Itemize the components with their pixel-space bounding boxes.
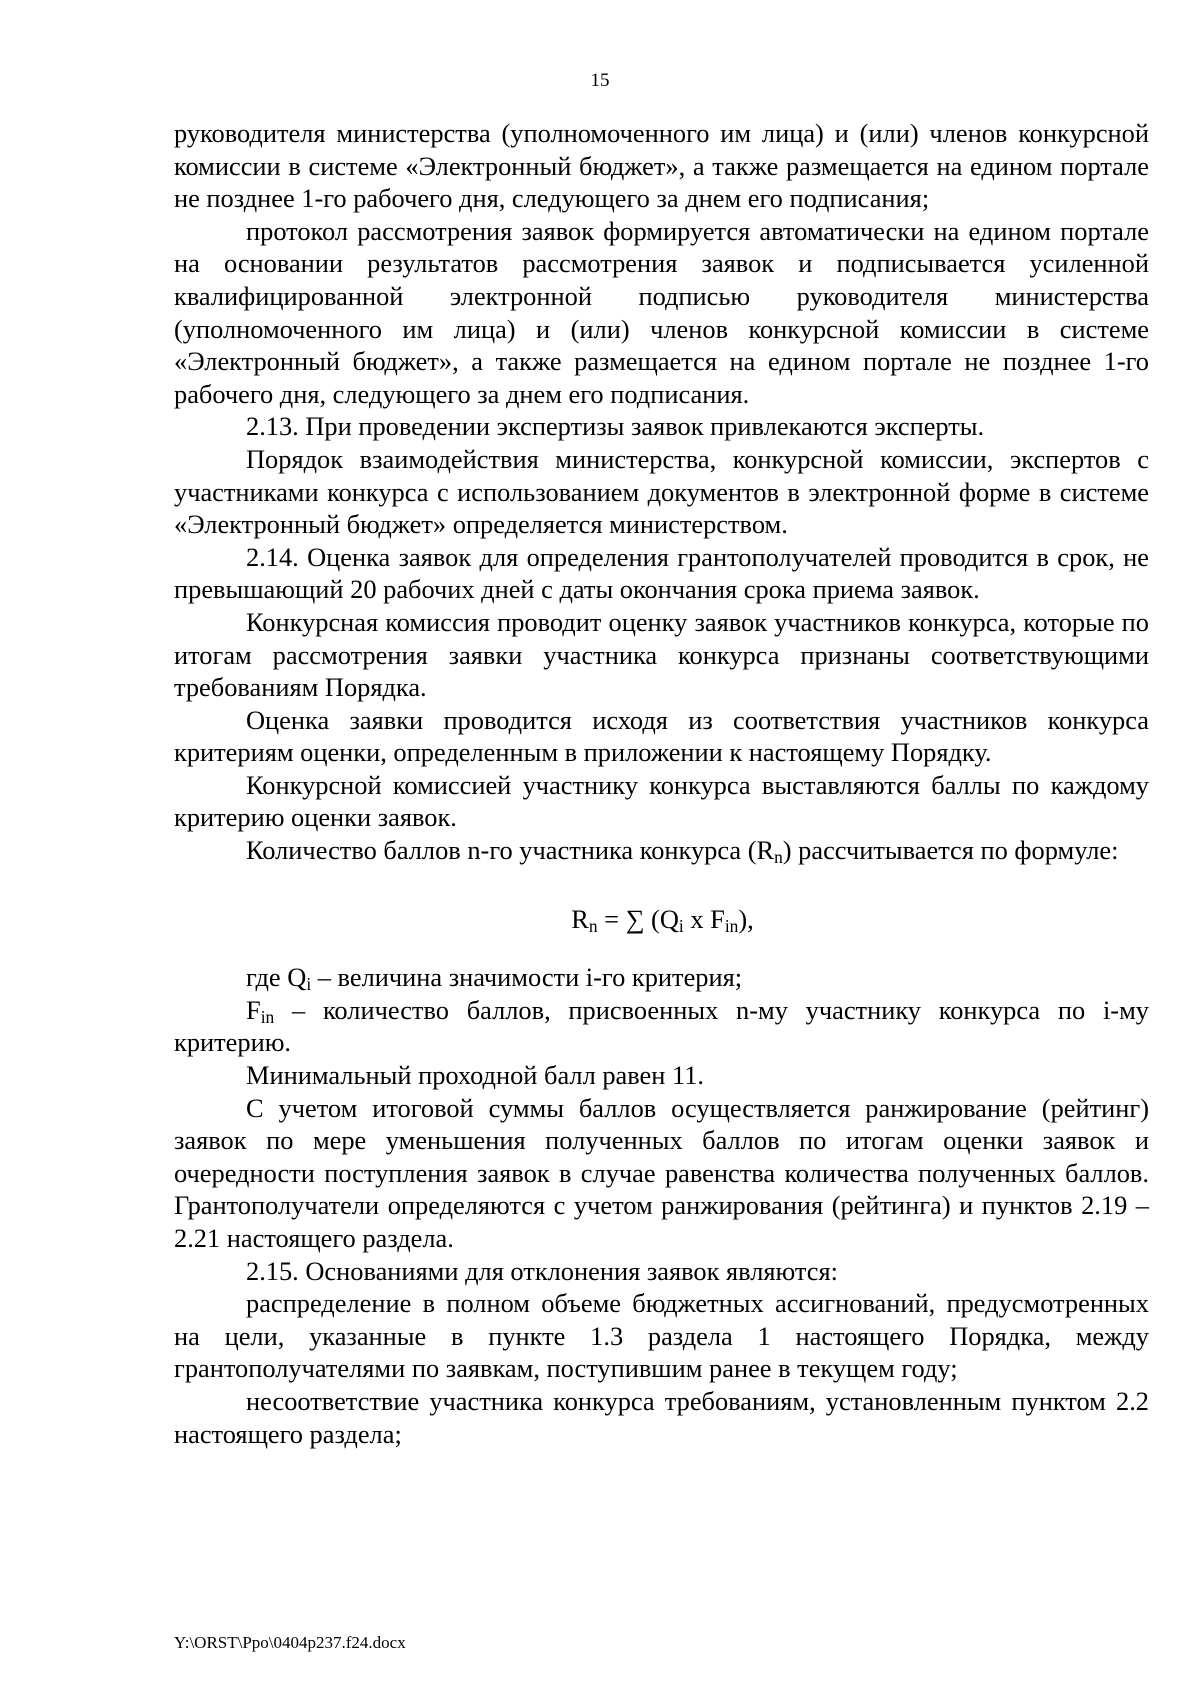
- paragraph: [174, 834, 1149, 867]
- subscript: in: [724, 915, 739, 936]
- paragraph: несоответствие участника конкурса требованиям, установленным пунктом 2.2 настоящего раздела;: [174, 1385, 1149, 1449]
- subscript: n: [774, 846, 783, 867]
- text-segment: F: [246, 994, 261, 1025]
- paragraph: 2.14. Оценка заявок для определения грантополучателей проводится в срок, не превышающий 20 рабочих дней с даты окончания срока приема заявок.: [174, 541, 1149, 605]
- paragraph: протокол рассмотрения заявок формируется автоматически на едином портале на основании результатов рассмотрения заявок и подписывается усиленной квалифицированной электронной подписью руководителя министерства (уполномоченного им лица) и (или) членов конкурсной комиссии в системе «Электронный бюджет», а также размещается на едином портале не позднее 1-го рабочего дня, следующего за днем его подписания.: [174, 215, 1149, 409]
- paragraph: [174, 994, 1149, 1059]
- formula-part: R: [571, 903, 589, 934]
- paragraph: руководителя министерства (уполномоченного им лица) и (или) членов конкурсной комиссии в системе «Электронный бюджет», а также размещается на едином портале не позднее 1-го рабочего дня, следующего за днем его подписания;: [174, 118, 1149, 214]
- subscript: i: [306, 974, 312, 995]
- paragraph: Порядок взаимодействия министерства, конкурсной комиссии, экспертов с участниками конкурса с использованием документов в электронной форме в системе «Электронный бюджет» определяется министерством.: [174, 443, 1149, 540]
- formula-part: ),: [738, 903, 754, 934]
- file-path-footer: Y:\ORST\Ppo\0404p237.f24.docx: [174, 1633, 406, 1652]
- subscript: n: [588, 915, 598, 936]
- document-body: [174, 117, 1149, 1450]
- paragraph: Оценка заявки проводится исходя из соответствия участников конкурса критериям оценки, определенным в приложении к настоящему Порядку.: [174, 704, 1149, 768]
- paragraph: 2.13. При проведении экспертизы заявок привлекаются эксперты.: [246, 411, 985, 442]
- paragraph: распределение в полном объеме бюджетных ассигнований, предусмотренных на цели, указанные в пункте 1.3 раздела 1 настоящего Порядка, между грантополучателями по заявкам, поступившим ранее в текущем году;: [174, 1288, 1149, 1384]
- paragraph: [174, 961, 1149, 994]
- text-segment: где Q: [246, 962, 307, 993]
- paragraph: Минимальный проходной балл равен 11.: [246, 1060, 704, 1091]
- subscript: i: [678, 915, 684, 936]
- paragraph: С учетом итоговой суммы баллов осуществляется ранжирование (рейтинг) заявок по мере уменьшения полученных баллов по итогам оценки заявок и очередности поступления заявок в случае равенства количества полученных баллов. Грантополучатели определяются с учетом ранжирования (рейтинга) и пунктов 2.19 – 2.21 настоящего раздела.: [174, 1092, 1149, 1253]
- text-segment: – величина значимости i-го критерия;: [311, 962, 743, 993]
- text-segment: ) рассчитывается по формуле:: [782, 835, 1119, 866]
- subscript: in: [260, 1006, 275, 1027]
- paragraph: Конкурсная комиссия проводит оценку заявок участников конкурса, которые по итогам рассмотрения заявки участника конкурса признаны соответствующими требованиям Порядка.: [174, 606, 1149, 703]
- page-number: 15: [590, 70, 610, 91]
- text-segment: Количество баллов n-го участника конкурса (R: [246, 835, 775, 866]
- text-segment: – количество баллов, присвоенных n-му участнику конкурса по i-му критерию.: [174, 994, 1149, 1058]
- paragraph: 2.15. Основаниями для отклонения заявок являются:: [246, 1255, 838, 1286]
- formula: [174, 903, 1149, 936]
- paragraph: Конкурсной комиссией участнику конкурса выставляются баллы по каждому критерию оценки заявок.: [174, 769, 1149, 833]
- formula-part: x F: [683, 903, 725, 934]
- formula-part: = ∑ (Q: [597, 903, 679, 934]
